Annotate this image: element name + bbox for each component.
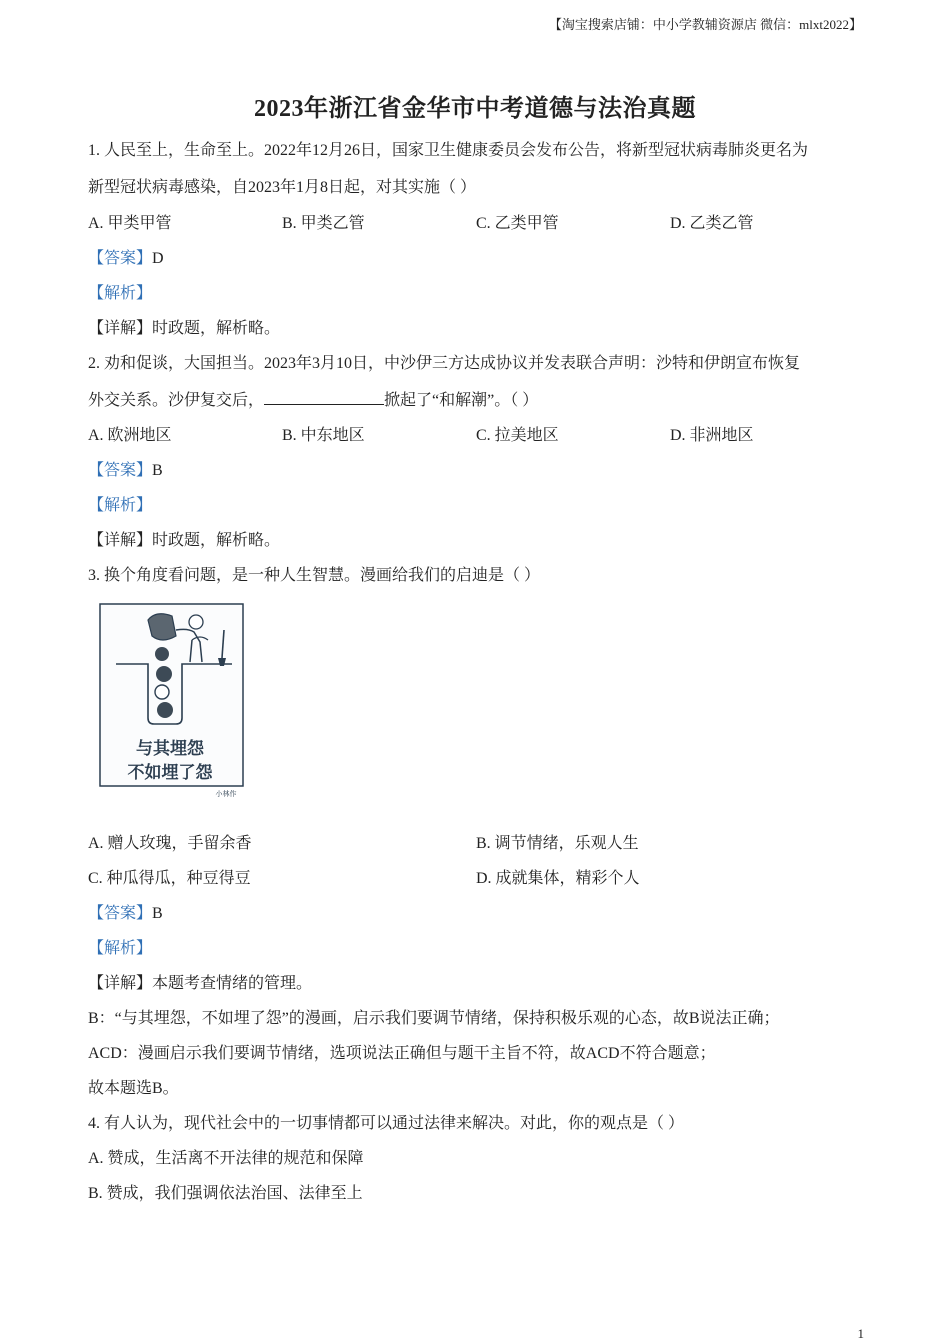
cartoon-caption-line1: 与其埋怨 xyxy=(136,739,204,759)
q2-answer xyxy=(88,457,163,480)
cartoon-image xyxy=(96,600,248,800)
answer-value: D xyxy=(152,250,164,267)
q2-stem-line1: 2. 劝和促谈，大国担当。2023年3月10日，中沙伊三方达成协议并发表联合声明：沙特和伊朗宣布恢复 xyxy=(88,355,801,372)
q2-detail: 【详解】时政题，解析略。 xyxy=(88,532,281,549)
q2-option-c: C. 拉美地区 xyxy=(476,427,559,444)
q3-detail: 【详解】本题考查情绪的管理。 xyxy=(88,975,313,992)
q3-explain-line2: ACD：漫画启示我们要调节情绪，选项说法正确但与题干主旨不符，故ACD不符合题意； xyxy=(88,1045,716,1062)
header-note: 【淘宝搜索店铺：中小学教辅资源店 微信：mlxt2022】 xyxy=(548,17,862,32)
q2-stem-line2 xyxy=(88,387,538,410)
cartoon-caption-line2: 不如埋了怨 xyxy=(127,763,213,783)
q3-stem: 3. 换个角度看问题，是一种人生智慧。漫画给我们的启迪是（ ） xyxy=(88,567,541,584)
q2-option-d: D. 非洲地区 xyxy=(670,427,754,444)
q3-answer xyxy=(88,900,163,923)
answer-value: B xyxy=(152,905,163,922)
answer-value: B xyxy=(152,462,163,479)
q3-explain-line1: B：“与其埋怨，不如埋了怨”的漫画，启示我们要调节情绪，保持积极乐观的心态，故B说法正确； xyxy=(88,1010,780,1027)
cartoon-signature: 小林作 xyxy=(215,790,237,798)
fill-blank xyxy=(264,390,384,405)
q1-answer xyxy=(88,245,164,268)
q3-option-b: B. 调节情绪，乐观人生 xyxy=(476,835,639,852)
q4-option-b: B. 赞成，我们强调依法治国、法律至上 xyxy=(88,1185,363,1202)
q2-stem-part-b: 掀起了“和解潮”。（ ） xyxy=(384,392,539,409)
page-number: 1 xyxy=(857,1326,864,1341)
q3-analysis-tag: 【解析】 xyxy=(88,940,153,957)
answer-tag: 【答案】 xyxy=(88,462,153,479)
q1-option-b: B. 甲类乙管 xyxy=(282,215,365,232)
q2-stem-part-a: 外交关系。沙伊复交后， xyxy=(88,392,265,409)
q4-option-a: A. 赞成，生活离不开法律的规范和保障 xyxy=(88,1150,364,1167)
q4-stem: 4. 有人认为，现代社会中的一切事情都可以通过法律来解决。对此，你的观点是（ ） xyxy=(88,1115,685,1132)
q2-option-b: B. 中东地区 xyxy=(282,427,365,444)
q2-option-a: A. 欧洲地区 xyxy=(88,427,172,444)
q1-stem-line1: 1. 人民至上，生命至上。2022年12月26日，国家卫生健康委员会发布公告，将新型冠状病毒肺炎更名为 xyxy=(88,142,809,159)
q3-option-d: D. 成就集体，精彩个人 xyxy=(476,870,640,887)
q3-explain-line3: 故本题选B。 xyxy=(88,1080,179,1097)
q1-option-d: D. 乙类乙管 xyxy=(670,215,754,232)
q1-option-a: A. 甲类甲管 xyxy=(88,215,172,232)
q3-option-a: A. 赠人玫瑰，手留余香 xyxy=(88,835,252,852)
page-title: 2023年浙江省金华市中考道德与法治真题 xyxy=(254,96,696,122)
answer-tag: 【答案】 xyxy=(88,905,153,922)
q1-stem-line2: 新型冠状病毒感染，自2023年1月8日起，对其实施（ ） xyxy=(88,179,477,196)
answer-tag: 【答案】 xyxy=(88,250,153,267)
q2-analysis-tag: 【解析】 xyxy=(88,497,153,514)
q1-detail: 【详解】时政题，解析略。 xyxy=(88,320,281,337)
q1-option-c: C. 乙类甲管 xyxy=(476,215,559,232)
q3-option-c: C. 种瓜得瓜，种豆得豆 xyxy=(88,870,251,887)
q1-analysis-tag: 【解析】 xyxy=(88,285,153,302)
